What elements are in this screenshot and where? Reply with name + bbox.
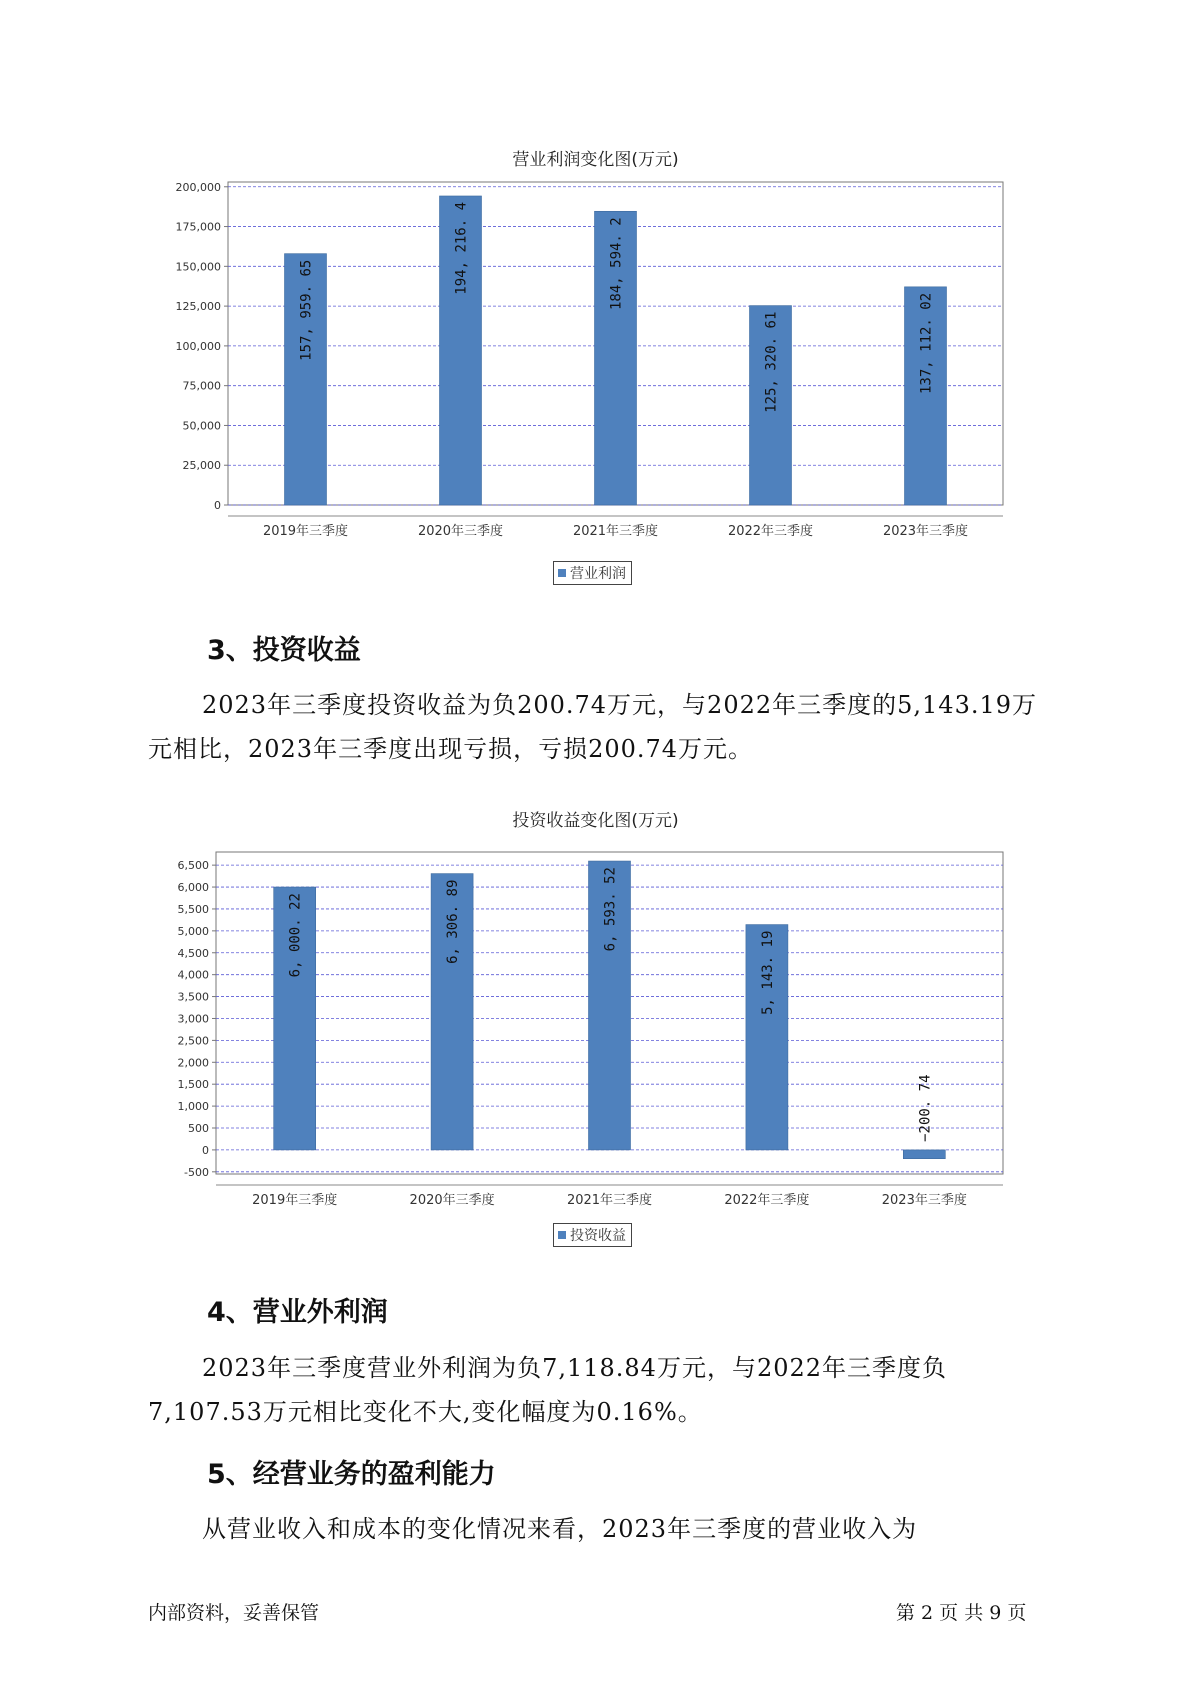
legend-swatch	[558, 569, 566, 577]
investment-income-chart	[160, 840, 1020, 1210]
y-tick-label: 125,000	[175, 300, 221, 314]
y-tick-label: 1,500	[177, 1078, 209, 1092]
section-heading-non-operating-profit: 4、营业外利润	[207, 1297, 388, 1328]
data-label: 194, 216. 4	[453, 201, 470, 295]
y-tick-label: 3,500	[177, 990, 209, 1004]
data-label: 6, 306. 89	[445, 879, 462, 964]
y-tick-label: 150,000	[175, 260, 221, 274]
bar	[903, 1150, 945, 1159]
y-tick-label: -500	[184, 1165, 209, 1179]
y-tick-label: 2,000	[177, 1056, 209, 1070]
section-heading-profitability: 5、经营业务的盈利能力	[207, 1459, 496, 1490]
x-tick-label: 2023年三季度	[882, 524, 969, 539]
footer-confidential-note: 内部资料，妥善保管	[148, 1602, 320, 1624]
x-tick-label: 2022年三季度	[724, 1193, 810, 1208]
operating-profit-chart	[160, 170, 1020, 540]
x-tick-label: 2020年三季度	[409, 1193, 495, 1208]
chart-title-operating-profit: 营业利润变化图(万元)	[512, 150, 679, 170]
y-tick-label: 4,500	[177, 946, 209, 960]
data-label: 157, 959. 65	[298, 259, 315, 361]
y-tick-label: 200,000	[175, 180, 221, 194]
y-tick-label: 75,000	[182, 379, 221, 393]
x-tick-label: 2019年三季度	[262, 524, 349, 539]
data-label: 6, 000. 22	[287, 893, 304, 978]
chart-title-investment-income: 投资收益变化图(万元)	[512, 811, 679, 831]
data-label: 125, 320. 61	[763, 311, 780, 413]
data-label: 5, 143. 19	[759, 930, 776, 1015]
footer-page-number: 第 2 页 共 9 页	[896, 1602, 1027, 1624]
chart-legend	[553, 1223, 632, 1247]
x-tick-label: 2019年三季度	[252, 1193, 338, 1208]
y-tick-label: 50,000	[182, 419, 221, 433]
y-tick-label: 6,000	[177, 881, 209, 895]
chart-legend	[553, 561, 632, 585]
paragraph-non-operating-profit: 2023年三季度营业外利润为负7,118.84万元，与2022年三季度负7,107.53万元相比变化不大,变化幅度为0.16%。	[148, 1354, 948, 1426]
y-tick-label: 175,000	[175, 220, 221, 234]
data-label: 184, 594. 2	[608, 217, 625, 311]
data-label: 137, 112. 02	[918, 292, 935, 394]
section-heading-investment-income: 3、投资收益	[207, 635, 361, 666]
y-tick-label: 500	[188, 1122, 209, 1135]
legend-label: 营业利润	[570, 566, 626, 582]
y-tick-label: 5,000	[177, 924, 209, 938]
y-tick-label: 1,000	[177, 1100, 209, 1114]
y-tick-label: 0	[202, 1143, 209, 1157]
x-tick-label: 2021年三季度	[566, 1193, 653, 1208]
legend-swatch	[558, 1231, 566, 1239]
y-tick-label: 0	[214, 499, 221, 512]
y-tick-label: 4,000	[177, 968, 209, 982]
y-tick-label: 6,500	[177, 859, 209, 873]
data-label: −200. 74	[917, 1074, 934, 1142]
y-tick-label: 25,000	[182, 459, 221, 473]
x-tick-label: 2020年三季度	[417, 524, 504, 539]
data-label: 6, 593. 52	[602, 867, 619, 952]
y-tick-label: 3,000	[177, 1012, 209, 1026]
y-tick-label: 2,500	[177, 1034, 209, 1048]
paragraph-profitability: 从营业收入和成本的变化情况来看，2023年三季度的营业收入为	[202, 1515, 918, 1543]
paragraph-investment-income: 2023年三季度投资收益为负200.74万元，与2022年三季度的5,143.19万元相比，2023年三季度出现亏损，亏损200.74万元。	[148, 691, 1038, 763]
x-tick-label: 2021年三季度	[572, 524, 659, 539]
y-tick-label: 5,500	[177, 902, 209, 916]
legend-label: 投资收益	[570, 1228, 626, 1244]
x-tick-label: 2023年三季度	[881, 1193, 967, 1208]
x-tick-label: 2022年三季度	[727, 524, 814, 539]
y-tick-label: 100,000	[175, 339, 221, 353]
